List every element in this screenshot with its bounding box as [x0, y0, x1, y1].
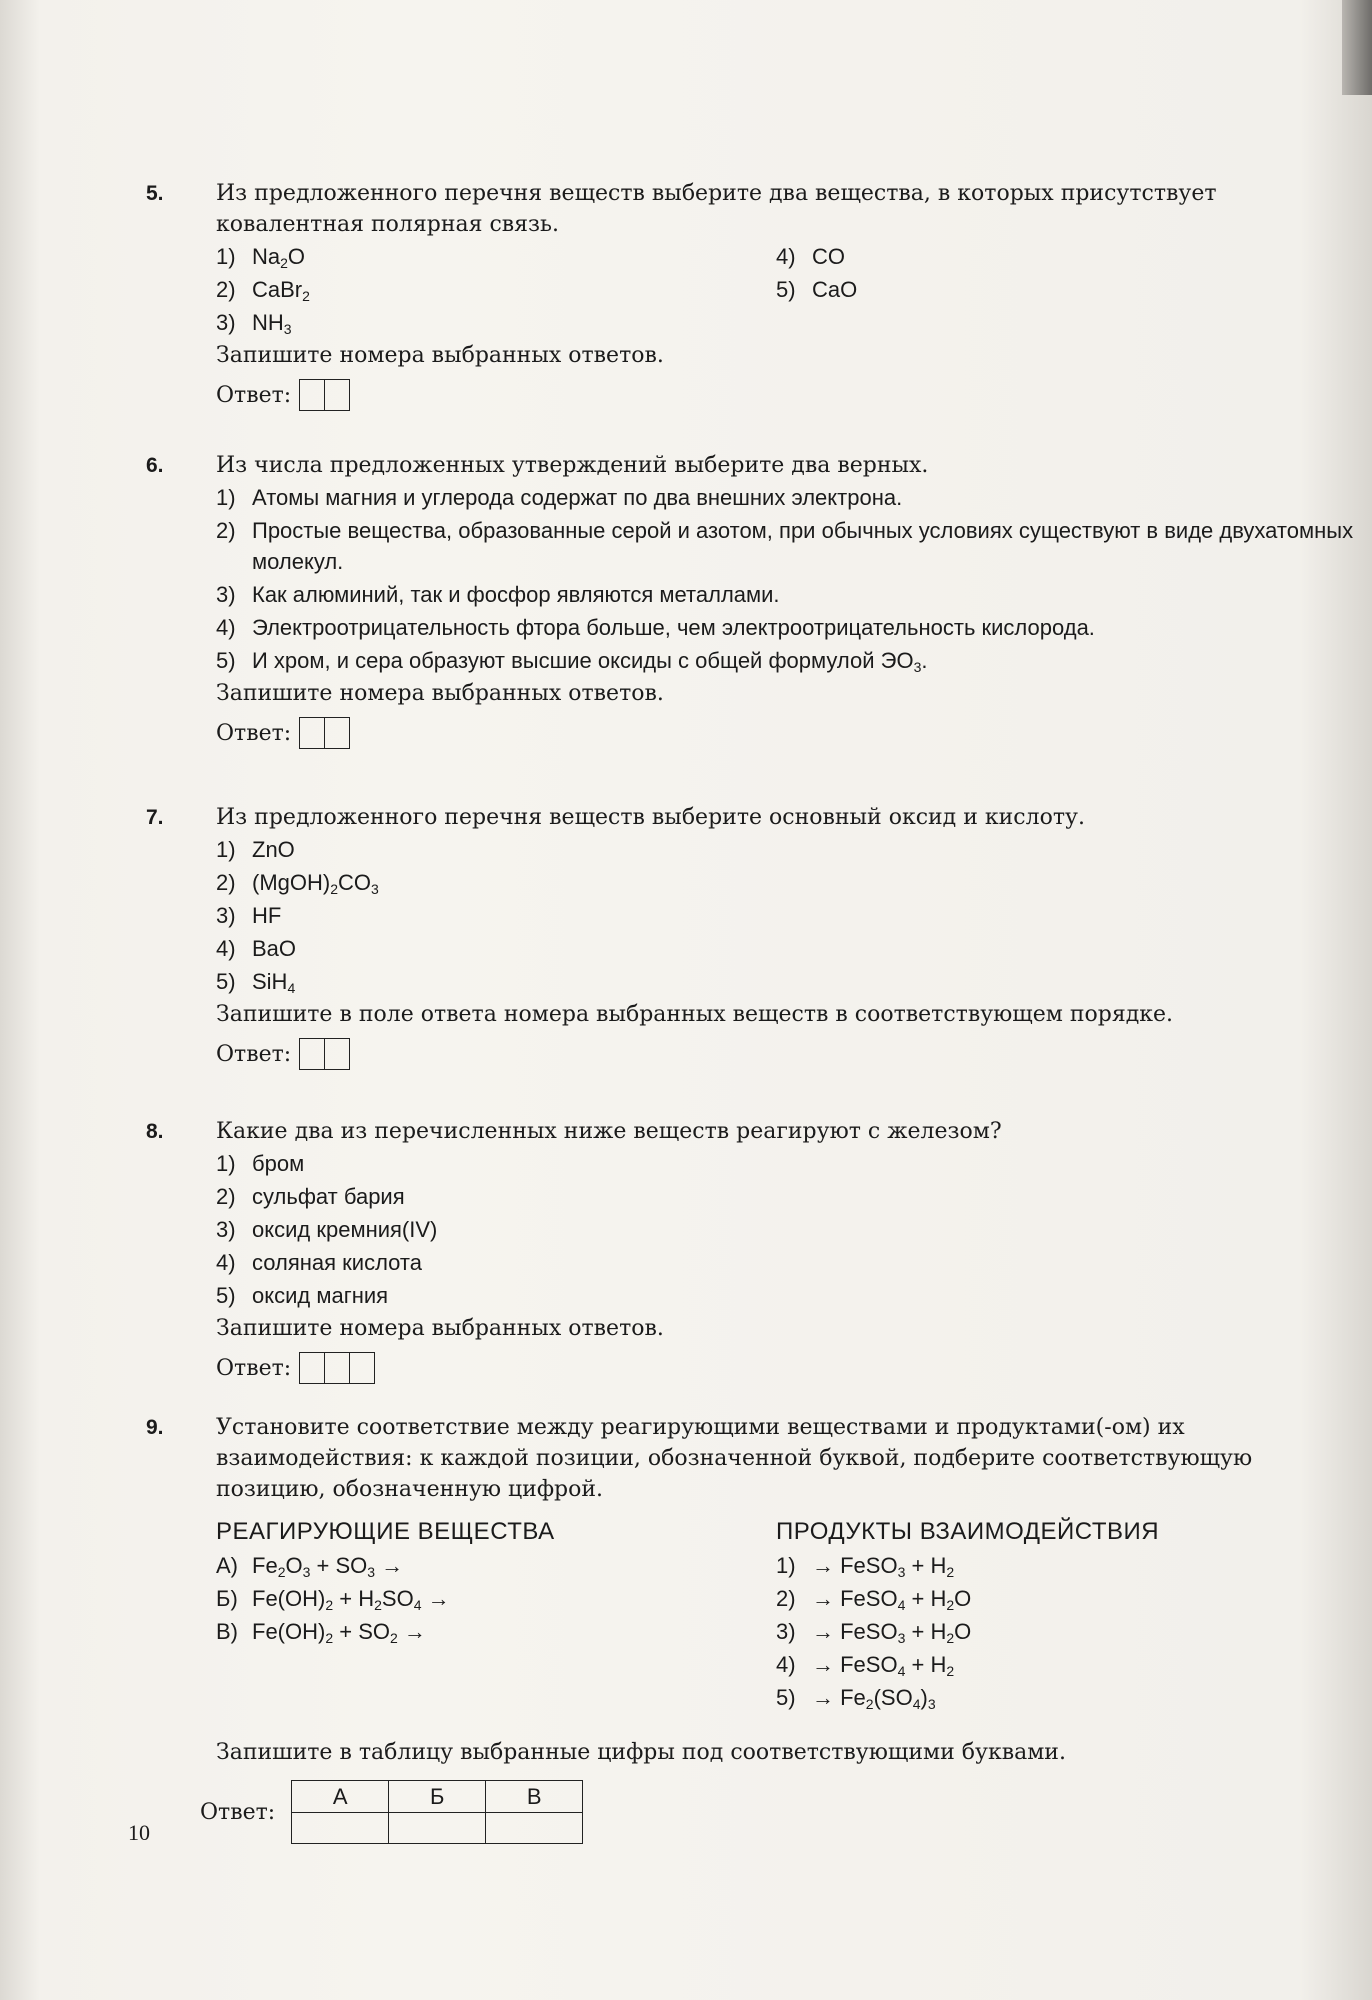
options: [216, 1147, 1358, 1312]
answer-label: Ответ:: [216, 382, 292, 408]
instruction: Запишите номера выбранных ответов.: [216, 681, 664, 706]
page-corner-fold: [1342, 0, 1372, 95]
answer-cell[interactable]: [324, 1353, 349, 1383]
question-number: 5.: [146, 182, 164, 205]
answer-label: Ответ:: [216, 1355, 292, 1381]
answer-field: [216, 1036, 1358, 1072]
answer-table: [291, 1780, 583, 1844]
question-number: 6.: [146, 454, 164, 477]
row-formula: $Fe(OH)_2 + H_2SO_4$ →: [252, 1586, 450, 1613]
answer-table-header: Б: [389, 1781, 486, 1813]
option-text: HF: [252, 903, 282, 928]
product-row: [776, 1681, 1336, 1714]
option-number: 1): [216, 837, 236, 862]
option-item: [216, 273, 776, 306]
reactant-row: [216, 1615, 776, 1648]
answer-cell[interactable]: [324, 718, 349, 748]
option-item: [216, 1246, 1358, 1279]
question-7: [148, 802, 1358, 1072]
option-number: 3): [216, 903, 236, 928]
options: [216, 240, 1358, 339]
question-text: Из предложенного перечня веществ выберите два вещества, в которых присутствует ковалентная полярная связь.: [216, 181, 1217, 237]
answer-cell[interactable]: [486, 1813, 583, 1844]
option-number: 1): [216, 244, 236, 269]
answer-cell[interactable]: [324, 380, 349, 410]
answer-cell[interactable]: [300, 380, 324, 410]
option-item: [216, 644, 1358, 677]
option-item: [216, 899, 1358, 932]
answer-boxes[interactable]: [299, 1038, 350, 1070]
question-text: Из числа предложенных утверждений выберите два верных.: [216, 453, 929, 478]
option-number: 2): [216, 277, 236, 302]
option-text: BaO: [252, 936, 297, 961]
option-item: [216, 932, 1358, 965]
option-text: соляная кислота: [252, 1250, 422, 1275]
instruction: Запишите номера выбранных ответов.: [216, 343, 664, 368]
question-5: [148, 178, 1358, 413]
option-text: CaO: [812, 277, 858, 302]
page-number: 10: [128, 1820, 150, 1845]
options: [216, 833, 1358, 998]
products-column: [776, 1515, 1336, 1714]
row-label: 4): [776, 1652, 796, 1677]
option-text: Как алюминий, так и фосфор являются металлами.: [252, 582, 780, 607]
option-number: 5): [216, 1283, 236, 1308]
answer-label: Ответ:: [200, 1799, 276, 1825]
row-label: 5): [776, 1685, 796, 1710]
option-item: [216, 833, 1358, 866]
row-formula: $Fe(OH)_2 + SO_2$ →: [252, 1619, 426, 1646]
answer-field: [216, 377, 1358, 413]
option-number: 2): [216, 1184, 236, 1209]
option-item: [216, 1213, 1358, 1246]
option-item: [216, 965, 1358, 998]
option-item: [216, 578, 1358, 611]
answer-cell[interactable]: [300, 1039, 324, 1069]
answer-label: Ответ:: [216, 1041, 292, 1067]
option-item: [216, 240, 776, 273]
answer-cell[interactable]: [349, 1353, 374, 1383]
question-number: 8.: [146, 1120, 164, 1143]
option-number: 4): [216, 615, 236, 640]
reactants-header: РЕАГИРУЮЩИЕ ВЕЩЕСТВА: [216, 1518, 555, 1545]
product-row: [776, 1648, 1336, 1681]
row-label: А): [216, 1553, 238, 1578]
answer-field: [216, 715, 1358, 751]
answer-table-header: В: [486, 1781, 583, 1813]
row-label: 2): [776, 1586, 796, 1611]
question-number: 9.: [146, 1416, 164, 1439]
product-row: [776, 1549, 1336, 1582]
row-formula: → FeSO$_3$ + $H_2$: [812, 1553, 955, 1580]
option-item: [216, 866, 1358, 899]
option-text: Электроотрицательность фтора больше, чем электроотрицательность кислорода.: [252, 615, 1095, 640]
instruction: Запишите номера выбранных ответов.: [216, 1316, 664, 1341]
option-item: [776, 240, 1336, 273]
option-text: бром: [252, 1151, 305, 1176]
option-item: [216, 611, 1358, 644]
row-formula: → FeSO$_3$ + $H_2O$: [812, 1619, 972, 1646]
option-text: оксид магния: [252, 1283, 389, 1308]
row-formula: → FeSO$_4$ + $H_2$: [812, 1652, 955, 1679]
option-text: $Na_2O$: [252, 244, 306, 271]
option-text: сульфат бария: [252, 1184, 405, 1209]
question-text: Из предложенного перечня веществ выберите основный оксид и кислоту.: [216, 805, 1085, 830]
answer-label: Ответ:: [216, 720, 292, 746]
option-number: 1): [216, 1151, 236, 1176]
question-text: Установите соответствие между реагирующими веществами и продуктами(-ом) их взаимодействия: к каждой позиции, обозначенной буквой, подберите соответствующую позицию, обозначенную цифрой.: [216, 1415, 1253, 1502]
option-number: 4): [216, 936, 236, 961]
answer-cell[interactable]: [300, 1353, 324, 1383]
option-text: оксид кремния(IV): [252, 1217, 438, 1242]
option-number: 5): [216, 969, 236, 994]
option-text: $NH_3$: [252, 310, 292, 337]
option-number: 5): [216, 648, 236, 673]
answer-cell[interactable]: [324, 1039, 349, 1069]
answer-field: [216, 1350, 1358, 1386]
question-8: [148, 1116, 1358, 1386]
option-text: SiH$_4$: [252, 969, 296, 996]
option-item: [216, 1279, 1358, 1312]
row-label: 3): [776, 1619, 796, 1644]
question-text: Какие два из перечисленных ниже веществ реагируют с железом?: [216, 1119, 1002, 1144]
row-label: Б): [216, 1586, 238, 1611]
option-number: 4): [776, 244, 796, 269]
instruction: Запишите в таблицу выбранные цифры под соответствующими буквами.: [216, 1740, 1066, 1765]
reactants-column: [216, 1515, 776, 1714]
answer-cell[interactable]: [292, 1813, 389, 1844]
option-item: [216, 1147, 1358, 1180]
row-formula: → $Fe_2(SO_4)_3$: [812, 1685, 936, 1712]
option-item: [216, 306, 776, 339]
question-number: 7.: [146, 806, 164, 829]
instruction: Запишите в поле ответа номера выбранных веществ в соответствующем порядке.: [216, 1002, 1174, 1027]
option-number: 3): [216, 310, 236, 335]
option-number: 4): [216, 1250, 236, 1275]
answer-field: [200, 1780, 1358, 1844]
option-item: [216, 514, 1358, 578]
product-row: [776, 1582, 1336, 1615]
option-number: 3): [216, 1217, 236, 1242]
option-text: Атомы магния и углерода содержат по два внешних электрона.: [252, 485, 903, 510]
products-header: ПРОДУКТЫ ВЗАИМОДЕЙСТВИЯ: [776, 1518, 1160, 1545]
option-text: CaBr$_2$: [252, 277, 310, 304]
reactant-row: [216, 1582, 776, 1615]
answer-boxes[interactable]: [299, 717, 350, 749]
option-text: ZnO: [252, 837, 295, 862]
reactant-row: [216, 1549, 776, 1582]
product-row: [776, 1615, 1336, 1648]
matching-columns: [216, 1515, 1358, 1714]
option-number: 5): [776, 277, 796, 302]
option-text: CO: [812, 244, 845, 269]
option-number: 2): [216, 518, 236, 543]
row-label: 1): [776, 1553, 796, 1578]
answer-boxes[interactable]: [299, 1352, 375, 1384]
row-formula: → FeSO$_4$ + $H_2O$: [812, 1586, 972, 1613]
option-text: $(MgOH)_2CO_3$: [252, 870, 379, 897]
question-9: [148, 1412, 1358, 1844]
row-label: В): [216, 1619, 238, 1644]
answer-cell[interactable]: [389, 1813, 486, 1844]
answer-table-header: А: [292, 1781, 389, 1813]
option-text: Простые вещества, образованные серой и азотом, при обычных условиях существуют в виде двухатомных молекул.: [252, 518, 1354, 574]
row-formula: $Fe_2O_3 + SO_3$ →: [252, 1553, 404, 1580]
option-item: [776, 273, 1336, 306]
answer-boxes[interactable]: [299, 379, 350, 411]
options: [216, 481, 1358, 677]
option-text: И хром, и сера образуют высшие оксиды с общей формулой $ЭО_3$.: [252, 648, 928, 675]
option-number: 3): [216, 582, 236, 607]
option-item: [216, 1180, 1358, 1213]
answer-cell[interactable]: [300, 718, 324, 748]
option-number: 2): [216, 870, 236, 895]
option-item: [216, 481, 1358, 514]
option-number: 1): [216, 485, 236, 510]
question-6: [148, 450, 1358, 751]
